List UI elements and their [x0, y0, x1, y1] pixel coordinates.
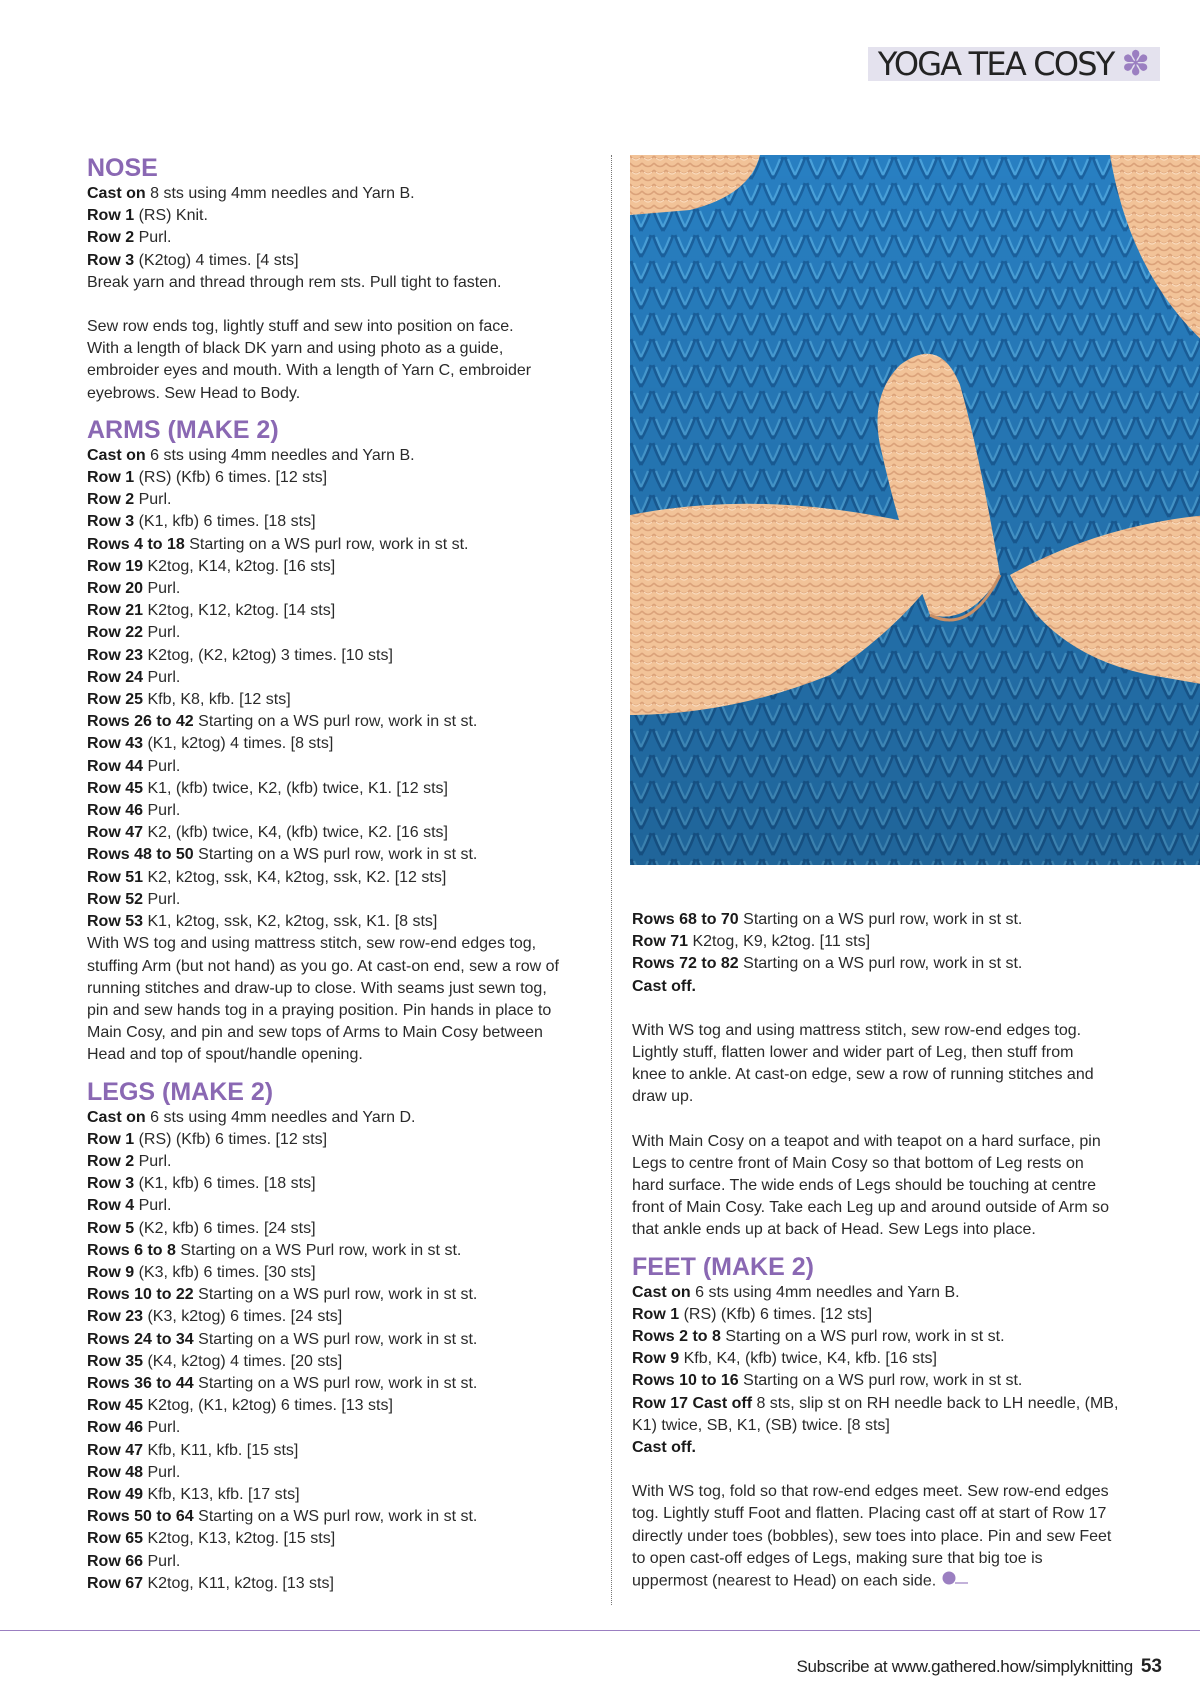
row-text: Kfb, K8, kfb. [12 sts] — [143, 691, 291, 709]
instruction-line — [87, 250, 607, 272]
row-text: (K1, kfb) 6 times. [18 sts] — [134, 1175, 316, 1193]
row-label: Rows 6 to 8 — [87, 1241, 176, 1259]
row-text: Starting on a WS purl row, work in st st. — [738, 1372, 1023, 1390]
row-text: K2tog, K12, k2tog. [14 sts] — [143, 602, 336, 620]
instruction-line — [87, 645, 607, 667]
row-text: Main Cosy, and pin and sew tops of Arms to Main Cosy between — [87, 1024, 543, 1042]
row-label: Cast on — [87, 1108, 146, 1126]
row-text: K2tog, (K2, k2tog) 3 times. [10 sts] — [143, 646, 393, 664]
row-label: Row 3 — [87, 513, 135, 531]
row-text: Starting on a WS purl row, work in st st. — [184, 535, 469, 553]
nose-heading: NOSE — [87, 154, 158, 182]
instruction-line — [87, 1195, 607, 1217]
row-label: Rows 4 to 18 — [87, 535, 185, 553]
row-label: Rows 2 to 8 — [632, 1328, 721, 1346]
asterisk-flower-icon: ✽ — [1121, 45, 1150, 83]
legs-instructions — [87, 1107, 607, 1595]
left-column — [87, 153, 607, 1595]
row-label: Row 2 — [87, 491, 135, 509]
instruction-line — [87, 933, 607, 955]
instruction-line — [632, 1370, 1132, 1392]
row-text: K2tog, K14, k2tog. [16 sts] — [143, 557, 336, 575]
instruction-line — [87, 822, 607, 844]
footer — [796, 1656, 1162, 1678]
row-label: Cast on — [632, 1283, 691, 1301]
row-text: Purl. — [143, 668, 181, 686]
row-text: 8 sts using 4mm needles and Yarn B. — [145, 185, 415, 202]
row-text: Purl. — [143, 580, 181, 598]
instruction-line — [87, 1573, 607, 1595]
row-text: Head and top of spout/handle opening. — [87, 1046, 363, 1064]
feet-instructions — [632, 1282, 1132, 1460]
instruction-line — [632, 1415, 1132, 1437]
instruction-line — [87, 511, 607, 533]
row-label: Row 47 — [87, 1441, 144, 1459]
row-label: Row 2 — [87, 1152, 135, 1170]
row-text: K2tog, (K1, k2tog) 6 times. [13 sts] — [143, 1397, 393, 1415]
row-text: Purl. — [143, 1552, 181, 1570]
row-text: Starting on a WS Purl row, work in st st. — [175, 1241, 462, 1259]
paragraph-line: With Main Cosy on a teapot and with teapot on a hard surface, pin — [632, 1132, 1101, 1150]
paragraph-line: Sew row ends tog, lightly stuff and sew into position on face. — [87, 318, 514, 336]
row-label: Cast on — [87, 446, 146, 464]
legs-finishing-paragraph — [632, 1020, 1132, 1109]
end-of-pattern-icon — [942, 1570, 968, 1592]
instruction-line — [87, 534, 607, 556]
row-text: K2tog, K13, k2tog. [15 sts] — [143, 1530, 336, 1548]
row-text: With WS tog and using mattress stitch, sew row-end edges tog, — [87, 935, 537, 953]
paragraph-line: With WS tog, fold so that row-end edges meet. Sew row-end edges — [632, 1483, 1109, 1501]
paragraph-line: With WS tog and using mattress stitch, sew row-end edges tog. — [632, 1021, 1082, 1039]
row-label: Row 43 — [87, 735, 144, 753]
row-label: Rows 10 to 22 — [87, 1286, 194, 1304]
row-label: Cast off. — [632, 1439, 696, 1457]
row-label: Row 22 — [87, 624, 144, 642]
row-label: Row 45 — [87, 779, 144, 797]
instruction-line — [632, 931, 1132, 953]
instruction-line — [87, 733, 607, 755]
paragraph-line: eyebrows. Sew Head to Body. — [87, 384, 301, 402]
instruction-line — [87, 467, 607, 489]
row-text: Purl. — [134, 1152, 172, 1170]
row-label: Row 9 — [87, 1263, 135, 1281]
row-text: Purl. — [143, 1419, 181, 1437]
row-text: Break yarn and thread through rem sts. Pull tight to fasten. — [87, 273, 502, 291]
instruction-line — [87, 1022, 607, 1044]
knitted-figure-photo — [630, 155, 1200, 865]
instruction-line — [87, 911, 607, 933]
paragraph-line: Legs to centre front of Main Cosy so that bottom of Leg rests on — [632, 1154, 1084, 1172]
paragraph-line: front of Main Cosy. Take each Leg up and around outside of Arm so — [632, 1199, 1110, 1217]
row-label: Row 9 — [632, 1350, 680, 1368]
row-label: Row 24 — [87, 668, 144, 686]
row-label: Row 1 — [632, 1305, 680, 1323]
instruction-line — [632, 1326, 1132, 1348]
row-label: Rows 24 to 34 — [87, 1330, 194, 1348]
row-label: Rows 48 to 50 — [87, 846, 194, 864]
legs-placement-paragraph — [632, 1131, 1132, 1242]
legs-instructions-continued — [632, 909, 1132, 998]
row-label: Rows 26 to 42 — [87, 713, 194, 731]
paragraph-line: directly under toes (bobbles), sew toes into place. Pin and sew Feet — [632, 1527, 1112, 1545]
row-label: Rows 50 to 64 — [87, 1508, 194, 1526]
paragraph-line: With a length of black DK yarn and using photo as a guide, — [87, 340, 504, 358]
page-number: 53 — [1140, 1656, 1162, 1677]
instruction-line — [87, 756, 607, 778]
row-label: Row 53 — [87, 913, 144, 931]
row-text: Starting on a WS purl row, work in st st. — [193, 1374, 478, 1392]
row-text: Purl. — [143, 802, 181, 820]
row-text: Starting on a WS purl row, work in st st. — [738, 911, 1023, 928]
row-label: Cast off. — [632, 977, 696, 995]
row-label: Row 45 — [87, 1397, 144, 1415]
section-title: YOGA TEA COSY — [877, 45, 1114, 83]
row-label: Row 3 — [87, 251, 135, 269]
instruction-line — [87, 844, 607, 866]
instruction-line — [87, 1484, 607, 1506]
row-label: Rows 10 to 16 — [632, 1372, 739, 1390]
instruction-line — [87, 1044, 607, 1066]
row-label: Row 44 — [87, 757, 144, 775]
row-text: (K2tog) 4 times. [4 sts] — [134, 251, 299, 269]
instruction-line — [632, 1437, 1132, 1459]
instruction-line — [87, 227, 607, 249]
row-label: Rows 68 to 70 — [632, 911, 739, 928]
row-text: (RS) (Kfb) 6 times. [12 sts] — [679, 1305, 873, 1323]
instruction-line — [632, 976, 1132, 998]
instruction-line — [87, 600, 607, 622]
row-text: 6 sts using 4mm needles and Yarn B. — [145, 446, 415, 464]
legs-heading: LEGS (MAKE 2) — [87, 1077, 274, 1106]
instruction-line — [87, 1284, 607, 1306]
row-label: Row 66 — [87, 1552, 144, 1570]
subscribe-text: Subscribe at www.gathered.how/simplyknitting — [796, 1657, 1133, 1676]
row-label: Row 52 — [87, 890, 144, 908]
instruction-line — [87, 867, 607, 889]
instruction-line — [87, 1000, 607, 1022]
instruction-line — [87, 1395, 607, 1417]
paragraph-line: Lightly stuff, flatten lower and wider part of Leg, then stuff from — [632, 1044, 1074, 1062]
row-label: Row 48 — [87, 1463, 144, 1481]
row-label: Row 1 — [87, 469, 135, 487]
row-text: Purl. — [134, 1197, 172, 1215]
row-text: (RS) (Kfb) 6 times. [12 sts] — [134, 469, 328, 487]
row-text: K2, (kfb) twice, K4, (kfb) twice, K2. [16 sts] — [143, 824, 448, 842]
row-text: K2, k2tog, ssk, K4, k2tog, ssk, K2. [12 sts] — [143, 868, 447, 886]
row-text: K1, k2tog, ssk, K2, k2tog, ssk, K1. [8 sts] — [143, 913, 438, 931]
row-text: (K1, k2tog) 4 times. [8 sts] — [143, 735, 334, 753]
row-label: Row 46 — [87, 1419, 144, 1437]
instruction-line — [87, 889, 607, 911]
row-label: Row 71 — [632, 933, 689, 951]
instruction-line — [87, 1417, 607, 1439]
instruction-line — [87, 1551, 607, 1573]
instruction-line — [87, 489, 607, 511]
instruction-line — [87, 1306, 607, 1328]
paragraph-line: uppermost (nearest to Head) on each side. — [632, 1570, 1132, 1593]
row-text: Purl. — [143, 1463, 181, 1481]
instruction-line — [87, 1173, 607, 1195]
row-text: K1) twice, SB, K1, (SB) twice. [8 sts] — [632, 1416, 890, 1434]
row-label: Row 2 — [87, 229, 135, 247]
row-text: 6 sts using 4mm needles and Yarn D. — [145, 1108, 416, 1126]
row-text: Starting on a WS purl row, work in st st. — [193, 1286, 478, 1304]
footer-rule — [0, 1630, 1200, 1631]
row-label: Row 1 — [87, 1130, 135, 1148]
instruction-line — [87, 445, 607, 467]
instruction-line — [87, 578, 607, 600]
instruction-line — [87, 1262, 607, 1284]
instruction-line — [87, 272, 607, 294]
row-text: Kfb, K4, (kfb) twice, K4, kfb. [16 sts] — [679, 1350, 937, 1368]
instruction-line — [87, 205, 607, 227]
row-text: Starting on a WS purl row, work in st st. — [720, 1328, 1005, 1346]
paragraph-line: draw up. — [632, 1088, 694, 1106]
row-text: (RS) (Kfb) 6 times. [12 sts] — [134, 1130, 328, 1148]
row-text: Purl. — [134, 491, 172, 509]
paragraph-line: embroider eyes and mouth. With a length of Yarn C, embroider — [87, 362, 532, 380]
instruction-line — [632, 909, 1132, 931]
row-text: Starting on a WS purl row, work in st st. — [193, 713, 478, 731]
nose-finishing-paragraph — [87, 316, 607, 405]
row-text: (K1, kfb) 6 times. [18 sts] — [134, 513, 316, 531]
row-text: K1, (kfb) twice, K2, (kfb) twice, K1. [12 sts] — [143, 779, 448, 797]
row-text: Kfb, K13, kfb. [17 sts] — [143, 1485, 300, 1503]
row-text: stuffing Arm (but not hand) as you go. At cast-on end, sew a row of — [87, 957, 559, 975]
column-divider — [611, 155, 612, 1605]
instruction-line — [87, 800, 607, 822]
row-label: Row 65 — [87, 1530, 144, 1548]
paragraph-line: hard surface. The wide ends of Legs should be touching at centre — [632, 1177, 1097, 1195]
paragraph-line: tog. Lightly stuff Foot and flatten. Placing cast off at start of Row 17 — [632, 1505, 1107, 1523]
row-label: Rows 36 to 44 — [87, 1374, 194, 1392]
row-text: 8 sts, slip st on RH needle back to LH needle, (MB, — [752, 1394, 1119, 1412]
row-label: Row 47 — [87, 824, 144, 842]
instruction-line — [87, 1129, 607, 1151]
row-label: Row 35 — [87, 1352, 144, 1370]
row-label: Row 3 — [87, 1175, 135, 1193]
row-text: (K2, kfb) 6 times. [24 sts] — [134, 1219, 316, 1237]
instruction-line — [632, 1282, 1132, 1304]
row-text: K2tog, K9, k2tog. [11 sts] — [688, 933, 871, 951]
row-text: Starting on a WS purl row, work in st st. — [193, 1508, 478, 1526]
row-text: Starting on a WS purl row, work in st st. — [738, 955, 1023, 973]
row-label: Row 21 — [87, 602, 144, 620]
row-label: Row 19 — [87, 557, 144, 575]
instruction-line — [87, 183, 607, 205]
instruction-line — [87, 956, 607, 978]
row-text: Starting on a WS purl row, work in st st. — [193, 846, 478, 864]
instruction-line — [87, 1373, 607, 1395]
row-text: Purl. — [143, 624, 181, 642]
row-text: running stitches and draw-up to close. With seams just sewn tog, — [87, 979, 547, 997]
instruction-line — [87, 1218, 607, 1240]
row-text: Kfb, K11, kfb. [15 sts] — [143, 1441, 299, 1459]
instruction-line — [87, 1528, 607, 1550]
right-column — [632, 909, 1132, 1593]
row-text: (RS) Knit. — [134, 207, 208, 225]
instruction-line — [87, 1151, 607, 1173]
instruction-line — [632, 1393, 1132, 1415]
instruction-line — [87, 1329, 607, 1351]
row-label: Row 49 — [87, 1485, 144, 1503]
instruction-line — [87, 667, 607, 689]
feet-heading: FEET (MAKE 2) — [632, 1252, 814, 1281]
row-label: Rows 72 to 82 — [632, 955, 739, 973]
instruction-line — [87, 1351, 607, 1373]
row-label: Row 1 — [87, 207, 135, 225]
instruction-line — [87, 1506, 607, 1528]
section-header-tag — [868, 47, 1160, 81]
instruction-line — [87, 1240, 607, 1262]
feet-finishing-paragraph — [632, 1481, 1132, 1592]
row-text: (K3, k2tog) 6 times. [24 sts] — [143, 1308, 343, 1326]
paragraph-line: to open cast-off edges of Legs, making sure that big toe is — [632, 1549, 1043, 1567]
row-label: Row 23 — [87, 1308, 144, 1326]
instruction-line — [87, 556, 607, 578]
row-label: Row 23 — [87, 646, 144, 664]
arms-instructions — [87, 445, 607, 1067]
row-text: Starting on a WS purl row, work in st st. — [193, 1330, 478, 1348]
row-text: Purl. — [134, 229, 172, 247]
row-label: Row 46 — [87, 802, 144, 820]
instruction-line — [87, 1107, 607, 1129]
row-label: Row 20 — [87, 580, 144, 598]
row-label: Row 4 — [87, 1197, 135, 1215]
instruction-line — [87, 978, 607, 1000]
row-label: Row 67 — [87, 1574, 144, 1592]
instruction-line — [87, 1440, 607, 1462]
row-label: Row 5 — [87, 1219, 135, 1237]
row-label: Row 17 Cast off — [632, 1394, 753, 1412]
row-text: (K3, kfb) 6 times. [30 sts] — [134, 1263, 316, 1281]
instruction-line — [87, 1462, 607, 1484]
arms-heading: ARMS (MAKE 2) — [87, 415, 279, 444]
row-label: Cast on — [87, 185, 146, 202]
row-label: Row 25 — [87, 691, 144, 709]
row-text: K2tog, K11, k2tog. [13 sts] — [143, 1574, 334, 1592]
row-text: Purl. — [143, 757, 181, 775]
instruction-line — [632, 1348, 1132, 1370]
row-text: Purl. — [143, 890, 181, 908]
instruction-line — [87, 711, 607, 733]
row-text: pin and sew hands tog in a praying position. Pin hands in place to — [87, 1001, 552, 1019]
row-text: (K4, k2tog) 4 times. [20 sts] — [143, 1352, 343, 1370]
nose-instructions — [87, 183, 607, 294]
row-text: 6 sts using 4mm needles and Yarn B. — [690, 1283, 960, 1301]
instruction-line — [632, 1304, 1132, 1326]
instruction-line — [632, 953, 1132, 975]
paragraph-line: that ankle ends up at back of Head. Sew Legs into place. — [632, 1221, 1036, 1239]
row-label: Row 51 — [87, 868, 144, 886]
instruction-line — [87, 622, 607, 644]
instruction-line — [87, 778, 607, 800]
instruction-line — [87, 689, 607, 711]
paragraph-line: knee to ankle. At cast-on edge, sew a row of running stitches and — [632, 1066, 1094, 1084]
